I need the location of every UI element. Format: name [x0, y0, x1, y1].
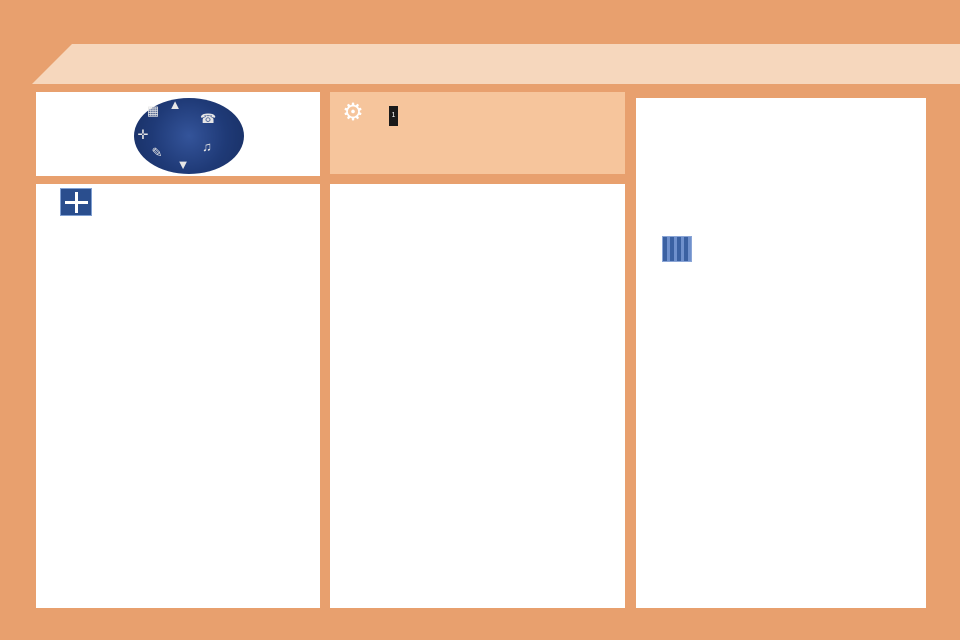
manual-page: ▦ ▲ ☎ ✛ ✎ ▼ ♫ ⚙ 1 [0, 0, 960, 640]
main-function-panel [330, 92, 625, 174]
gear-icon: ⚙ [342, 99, 364, 126]
traffic-thumb-icon: ▼ [176, 157, 190, 172]
phone-thumb-icon: ☎ [200, 111, 217, 126]
navigation-panel [36, 184, 320, 608]
guidance-panel [330, 184, 625, 608]
map-icon [662, 236, 692, 262]
header-band [32, 44, 960, 84]
navigation-icon [60, 188, 92, 216]
media-thumb-icon: ♫ [202, 139, 212, 154]
warning-thumb-icon: ▲ [168, 97, 182, 112]
map-panel [636, 98, 926, 608]
map-thumb-icon: ▦ [146, 103, 160, 118]
tools-thumb-icon: ✎ [151, 145, 163, 160]
navigation-thumb-icon: ✛ [137, 127, 149, 142]
